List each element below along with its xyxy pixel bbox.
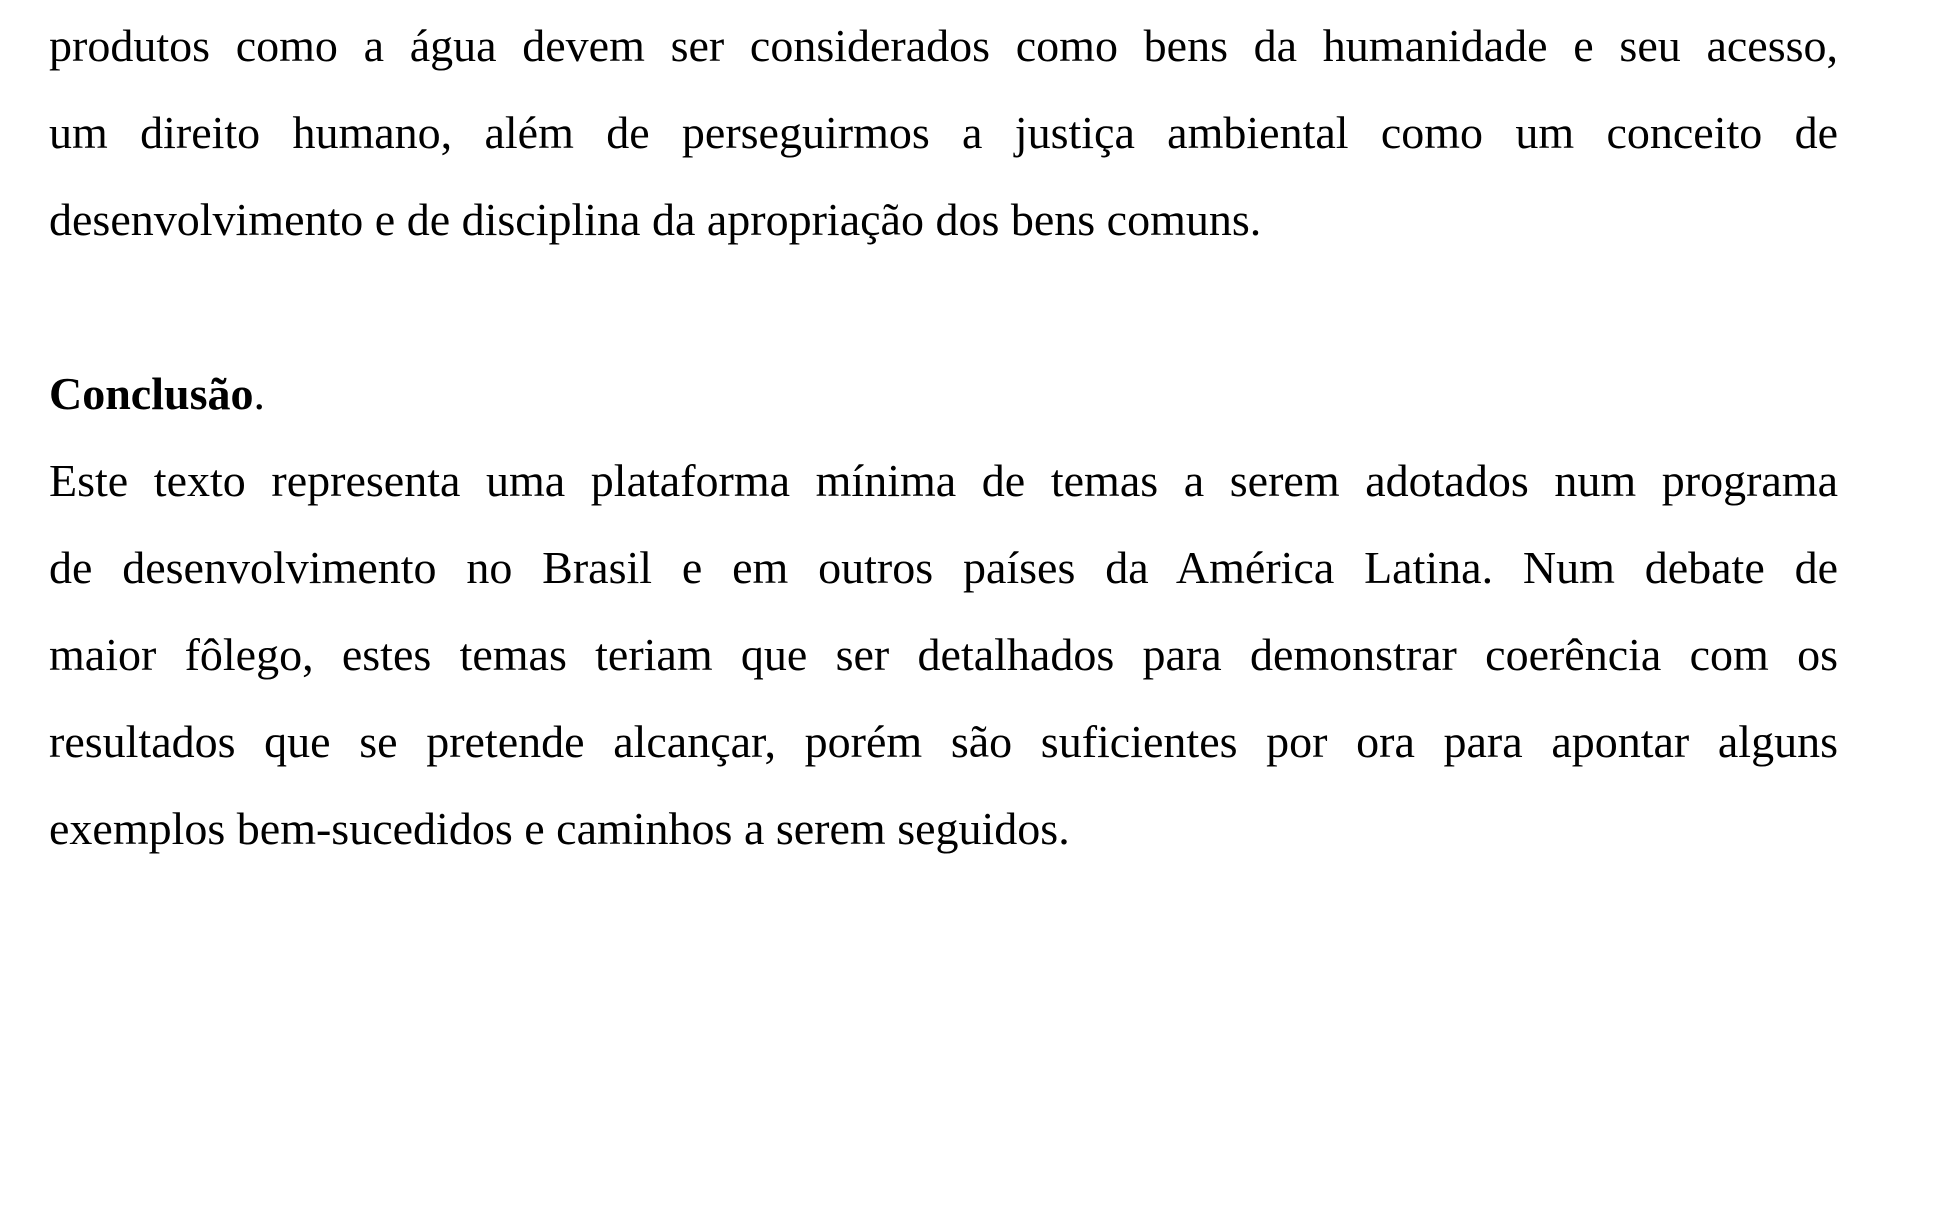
paragraph-line: maior fôlego, estes temas teriam que ser detalhados para demonstrar coerência com os — [49, 629, 1838, 680]
section-heading-punct: . — [253, 368, 265, 419]
paragraph-line: um direito humano, além de perseguirmos a justiça ambiental como um conceito de — [49, 107, 1838, 158]
paragraph-line: produtos como a água devem ser considerados como bens da humanidade e seu acesso, — [49, 20, 1838, 71]
paragraph-line: exemplos bem-sucedidos e caminhos a serem seguidos. — [49, 803, 1070, 854]
paragraph-line: desenvolvimento e de disciplina da apropriação dos bens comuns. — [49, 194, 1262, 245]
paragraph-line: Este texto representa uma plataforma mínima de temas a serem adotados num programa — [49, 455, 1838, 506]
paragraph-conclusion — [49, 437, 1838, 872]
paragraph-intro — [49, 2, 1838, 263]
section-heading-title: Conclusão — [49, 368, 254, 419]
paragraph-line: resultados que se pretende alcançar, porém são suficientes por ora para apontar alguns — [49, 716, 1838, 767]
document-page — [49, 0, 1838, 872]
section-heading — [49, 350, 1838, 437]
paragraph-line: de desenvolvimento no Brasil e em outros países da América Latina. Num debate de — [49, 542, 1838, 593]
